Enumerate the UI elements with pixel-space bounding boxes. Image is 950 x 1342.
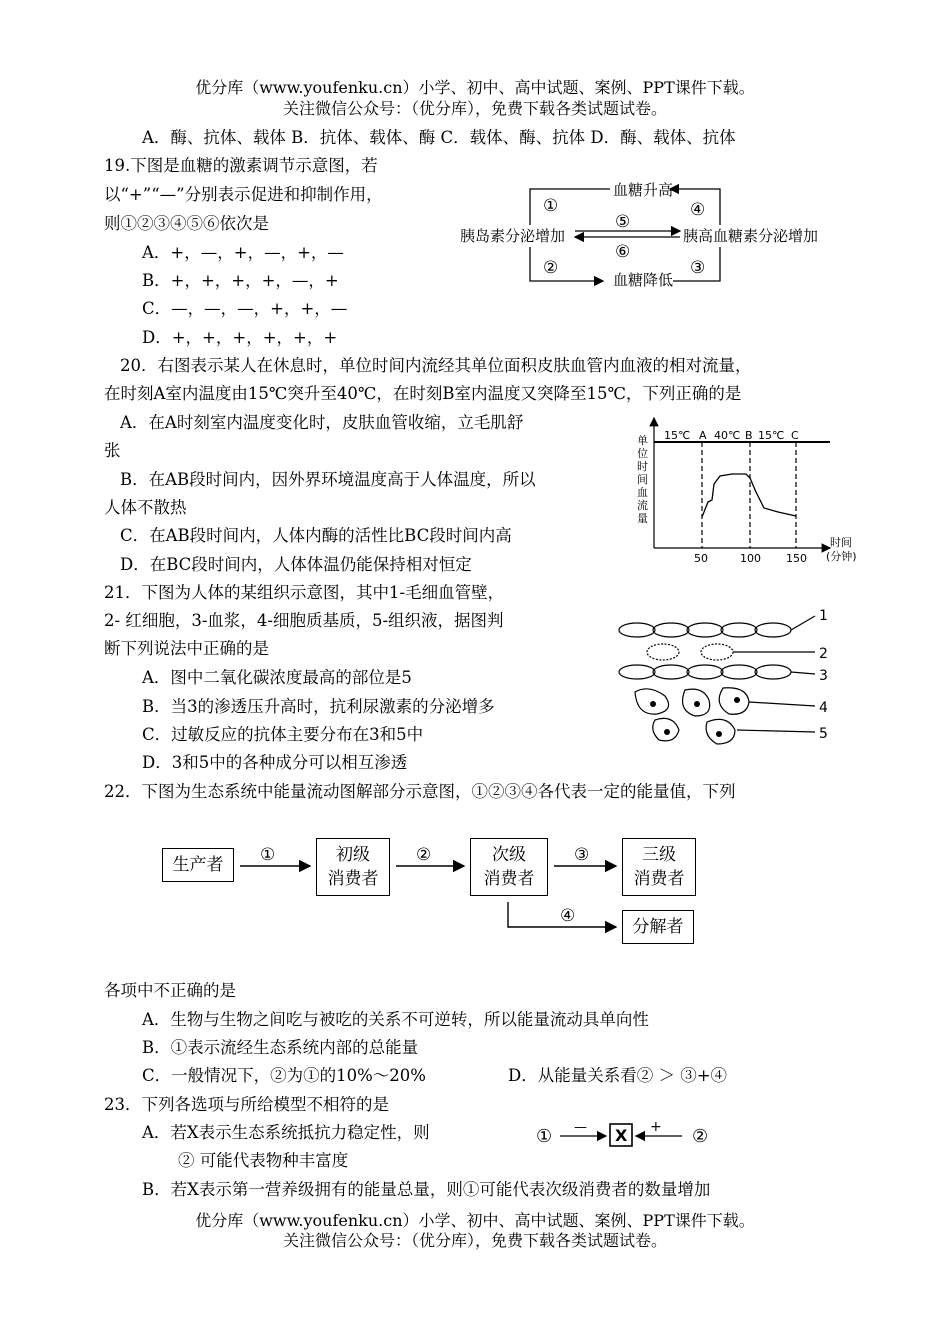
label-sugar-high: 血糖升高	[613, 181, 674, 199]
num-1: ①	[543, 196, 559, 216]
q23-option-b: B．若X表示第一营养级拥有的能量总量，则①可能代表次级消费者的数量增加	[142, 1180, 711, 1199]
q23-option-a-cont: ② 可能代表物种丰富度	[178, 1151, 349, 1170]
tissue-label-1: 1	[819, 608, 828, 624]
q20-option-c: C．在AB段时间内，人体内酶的活性比BC段时间内高	[120, 526, 512, 545]
xunit: (分钟)	[826, 550, 857, 563]
q21-option-d: D．3和5中的各种成分可以相互渗透	[142, 753, 408, 772]
temp-15-b: 15℃	[758, 429, 785, 442]
q22-option-d: D．从能量关系看② ＞ ③+④	[508, 1066, 728, 1085]
q19-stem-1: 19.下图是血糖的激素调节示意图，若	[104, 156, 378, 175]
box-secondary-consumer: 次级 消费者	[470, 838, 548, 896]
q21-option-b: B．当3的渗透压升高时，抗利尿激素的分泌增多	[142, 697, 495, 716]
mark-a: A	[699, 429, 707, 442]
footer-line-2: 关注微信公众号：（优分库），免费下载各类试题试卷。	[282, 1231, 667, 1250]
q20-stem-2: 在时刻A室内温度由15℃突升至40℃，在时刻B室内温度又突降至15℃，下列正确的是	[104, 384, 742, 403]
q21-stem-3: 断下列说法中正确的是	[104, 639, 269, 658]
q19-option-c: C．—，—，—，+，+，—	[142, 299, 348, 318]
label-glucagon: 胰高血糖素分泌增加	[683, 227, 819, 245]
box-tertiary-consumer: 三级 消费者	[622, 838, 696, 896]
q22-option-b: B．①表示流经生态系统内部的总能量	[142, 1038, 419, 1057]
q23-stem: 23．下列各选项与所给模型不相符的是	[104, 1095, 389, 1114]
tissue-label-3: 3	[819, 668, 828, 684]
num-5: ⑤	[615, 212, 631, 232]
q21-option-a: A．图中二氧化碳浓度最高的部位是5	[142, 668, 412, 687]
q20-stem-1: 20．右图表示某人在休息时，单位时间内流经其单位面积皮肤血管内血液的相对流量，	[120, 356, 752, 375]
xlabel: 时间	[830, 536, 852, 549]
model-minus: —	[574, 1120, 587, 1135]
temp-15-a: 15℃	[664, 429, 691, 442]
q20-option-b: B．在AB段时间内，因外界环境温度高于人体温度，所以	[120, 470, 536, 489]
q19-stem-2: 以“+”“—”分别表示促进和抑制作用，	[104, 185, 383, 204]
num-2: ②	[543, 258, 559, 278]
model-node-2: ②	[692, 1126, 709, 1147]
arrow-label-4: ④	[560, 906, 576, 926]
q19-option-b: B．+，+，+，+，—，+	[142, 271, 339, 290]
num-4: ④	[690, 200, 706, 220]
footer-line-1: 优分库（www.youfenku.cn）小学、初中、高中试题、案例、PPT课件下载。	[195, 1211, 755, 1230]
model-diagram	[532, 1118, 722, 1152]
blood-flow-chart	[632, 412, 882, 567]
q21-stem-2: 2- 红细胞，3-血浆，4-细胞质基质，5-组织液，据图判	[104, 611, 504, 630]
svg-text:时: 时	[637, 460, 648, 473]
svg-text:位: 位	[637, 447, 648, 460]
q20-option-a: A．在A时刻室内温度变化时，皮肤血管收缩，立毛肌舒	[120, 413, 524, 432]
mark-c: C	[791, 429, 799, 442]
box-producer: 生产者	[162, 848, 234, 882]
xtick-100: 100	[740, 552, 761, 565]
xtick-50: 50	[694, 552, 708, 565]
temp-40: 40℃	[714, 429, 741, 442]
box-decomposer: 分解者	[622, 910, 694, 944]
model-plus: +	[650, 1119, 662, 1135]
tissue-label-2: 2	[819, 646, 828, 662]
svg-text:单: 单	[637, 434, 648, 447]
q21-option-c: C．过敏反应的抗体主要分布在3和5中	[142, 725, 424, 744]
label-sugar-low: 血糖降低	[613, 271, 674, 289]
blood-sugar-diagram	[455, 175, 875, 300]
q22-stem: 22．下图为生态系统中能量流动图解部分示意图，①②③④各代表一定的能量值，下列	[104, 782, 736, 801]
svg-text:间: 间	[637, 473, 648, 486]
q20-option-d: D．在BC段时间内，人体体温仍能保持相对恒定	[120, 555, 472, 574]
q22-option-a: A．生物与生物之间吃与被吃的关系不可逆转，所以能量流动具单向性	[142, 1010, 649, 1029]
arrow-label-2: ②	[416, 845, 432, 865]
q22-stem-cont: 各项中不正确的是	[104, 981, 236, 1000]
q22-option-c: C．一般情况下，②为①的10%～20%	[142, 1066, 426, 1085]
energy-flow-arrows	[150, 830, 710, 950]
box-primary-consumer: 初级 消费者	[316, 838, 390, 896]
label-insulin: 胰岛素分泌增加	[460, 227, 566, 245]
q19-stem-3: 则①②③④⑤⑥依次是	[104, 214, 269, 233]
tissue-label-4: 4	[819, 700, 828, 716]
header-line-1: 优分库（www.youfenku.cn）小学、初中、高中试题、案例、PPT课件下载。	[195, 78, 755, 97]
mark-b: B	[745, 429, 753, 442]
model-x: X	[615, 1126, 628, 1145]
q19-option-a: A．+，—，+，—，+，—	[142, 243, 344, 262]
svg-text:血: 血	[637, 486, 648, 499]
num-3: ③	[690, 258, 706, 278]
temp-labels	[664, 429, 799, 442]
arrow-label-3: ③	[574, 845, 590, 865]
q20-option-b-cont: 人体不散热	[104, 498, 187, 517]
q23-option-a: A．若X表示生态系统抵抗力稳定性，则	[142, 1123, 430, 1142]
header-line-2: 关注微信公众号：（优分库），免费下载各类试题试卷。	[282, 99, 667, 118]
svg-text:流: 流	[637, 499, 648, 512]
q19-option-d: D．+，+，+，+，+，+	[142, 328, 338, 347]
flow-curve	[702, 474, 796, 517]
q21-stem-1: 21．下图为人体的某组织示意图，其中1-毛细血管壁，	[104, 583, 505, 602]
y-axis-label	[637, 434, 648, 525]
model-node-1: ①	[536, 1126, 553, 1147]
tissue-diagram	[615, 608, 855, 758]
arrow-label-1: ①	[260, 845, 276, 865]
tissue-label-5: 5	[819, 726, 828, 742]
q18-options: A．酶、抗体、载体 B．抗体、载体、酶 C．载体、酶、抗体 D．酶、载体、抗体	[142, 128, 736, 147]
svg-text:量: 量	[637, 512, 648, 525]
q20-option-a-cont: 张	[104, 441, 121, 460]
num-6: ⑥	[615, 242, 631, 262]
xtick-150: 150	[786, 552, 807, 565]
